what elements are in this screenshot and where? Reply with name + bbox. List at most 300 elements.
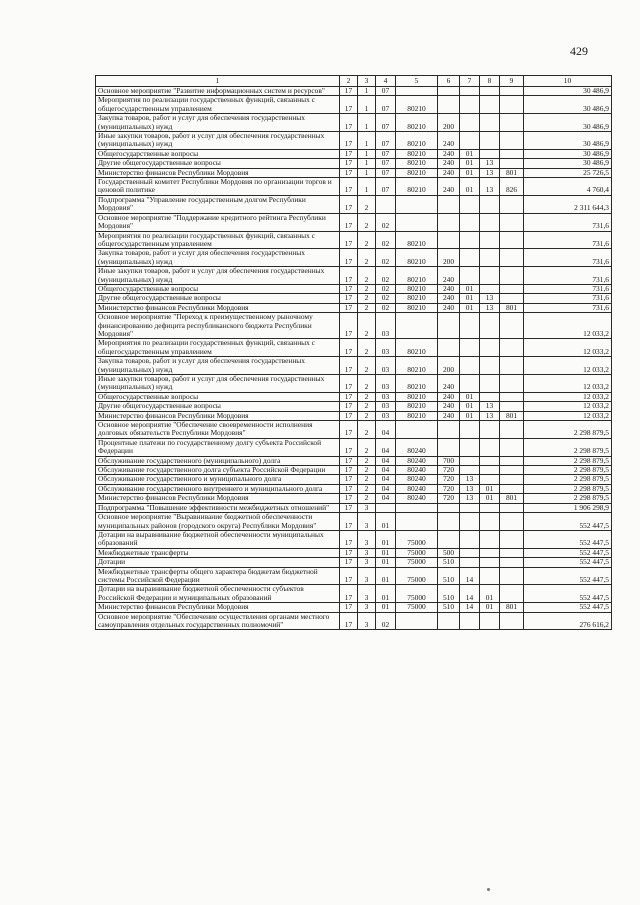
- row-code-c7: [460, 114, 480, 132]
- row-code-c5: 80210: [396, 178, 438, 196]
- row-name: Межбюджетные трансферты общего характера бюджетам бюджетной системы Российской Федерации: [96, 567, 340, 585]
- row-code-c9: [500, 195, 524, 213]
- row-code-c7: [460, 375, 480, 393]
- row-code-c7: [460, 195, 480, 213]
- row-code-c6: 240: [438, 294, 460, 303]
- row-code-c3: 2: [358, 402, 376, 411]
- row-code-c8: [480, 375, 500, 393]
- row-code-c9: [500, 249, 524, 267]
- row-code-c5: 80210: [396, 392, 438, 401]
- row-code-c7: 01: [460, 178, 480, 196]
- row-code-c4: 02: [376, 284, 396, 293]
- row-code-c9: [500, 357, 524, 375]
- table-row: [96, 466, 612, 475]
- row-code-c2: 17: [340, 195, 358, 213]
- row-code-c7: 13: [460, 475, 480, 484]
- row-code-c2: 17: [340, 466, 358, 475]
- row-code-c8: 01: [480, 494, 500, 503]
- row-code-c2: 17: [340, 303, 358, 312]
- row-name: Обслуживание государственного и муниципального долга: [96, 475, 340, 484]
- row-name: Обслуживание государственного (муниципального) долга: [96, 456, 340, 465]
- row-code-c6: 500: [438, 548, 460, 557]
- row-code-c3: 2: [358, 438, 376, 456]
- row-code-c5: 80210: [396, 411, 438, 420]
- row-code-c4: 07: [376, 87, 396, 96]
- row-name: Закупка товаров, работ и услуг для обеспечения государственных (муниципальных) нужд: [96, 357, 340, 375]
- row-code-c3: 3: [358, 612, 376, 630]
- row-code-c6: [438, 87, 460, 96]
- row-code-c7: 01: [460, 303, 480, 312]
- row-code-c4: 02: [376, 612, 396, 630]
- row-amount: 1 906 298,9: [524, 503, 612, 512]
- table-row: [96, 195, 612, 213]
- row-code-c8: [480, 567, 500, 585]
- row-amount: 2 298 879,5: [524, 438, 612, 456]
- row-code-c4: 07: [376, 159, 396, 168]
- row-code-c5: 80210: [396, 339, 438, 357]
- row-code-c3: 3: [358, 603, 376, 612]
- row-code-c7: 01: [460, 149, 480, 158]
- row-code-c5: [396, 503, 438, 512]
- row-code-c9: [500, 96, 524, 114]
- column-header-4: 4: [376, 76, 396, 87]
- row-code-c9: [500, 548, 524, 557]
- row-code-c2: 17: [340, 421, 358, 439]
- row-code-c7: [460, 513, 480, 531]
- row-code-c9: [500, 339, 524, 357]
- row-code-c4: 01: [376, 603, 396, 612]
- row-code-c5: [396, 513, 438, 531]
- row-code-c3: 1: [358, 114, 376, 132]
- row-code-c7: [460, 558, 480, 567]
- row-code-c3: 2: [358, 267, 376, 285]
- row-name: Основное мероприятие "Переход к преимущественному рыночному финансированию дефицита республиканского бюджета Республики Мордовия": [96, 313, 340, 339]
- row-code-c2: 17: [340, 503, 358, 512]
- row-code-c4: 01: [376, 567, 396, 585]
- row-code-c2: 17: [340, 484, 358, 493]
- column-header-9: 9: [500, 76, 524, 87]
- row-code-c4: 04: [376, 494, 396, 503]
- row-code-c8: 13: [480, 303, 500, 312]
- row-code-c7: 13: [460, 484, 480, 493]
- row-amount: 4 760,4: [524, 178, 612, 196]
- row-code-c7: [460, 267, 480, 285]
- row-code-c2: 17: [340, 558, 358, 567]
- table-row: [96, 558, 612, 567]
- row-code-c8: [480, 392, 500, 401]
- row-code-c6: 240: [438, 392, 460, 401]
- row-code-c9: [500, 438, 524, 456]
- row-code-c8: 13: [480, 294, 500, 303]
- row-code-c5: 80240: [396, 466, 438, 475]
- row-code-c6: [438, 339, 460, 357]
- row-name: Общегосударственные вопросы: [96, 284, 340, 293]
- row-code-c6: 700: [438, 456, 460, 465]
- row-code-c7: [460, 612, 480, 630]
- row-code-c6: 240: [438, 303, 460, 312]
- row-code-c6: [438, 195, 460, 213]
- row-code-c4: 01: [376, 530, 396, 548]
- row-code-c2: 17: [340, 178, 358, 196]
- row-amount: 552 447,5: [524, 513, 612, 531]
- row-amount: 731,6: [524, 267, 612, 285]
- row-code-c9: [500, 612, 524, 630]
- row-code-c8: [480, 114, 500, 132]
- row-code-c4: 07: [376, 178, 396, 196]
- row-amount: 12 033,2: [524, 339, 612, 357]
- row-code-c3: 2: [358, 231, 376, 249]
- row-code-c6: [438, 438, 460, 456]
- row-code-c8: [480, 339, 500, 357]
- table-row: [96, 168, 612, 177]
- table-row: [96, 284, 612, 293]
- row-code-c4: 07: [376, 96, 396, 114]
- row-code-c8: [480, 558, 500, 567]
- table-row: [96, 402, 612, 411]
- table-row: [96, 411, 612, 420]
- header-row: [96, 76, 612, 87]
- table-row: [96, 213, 612, 231]
- row-code-c6: 240: [438, 402, 460, 411]
- row-code-c4: 04: [376, 456, 396, 465]
- row-code-c9: [500, 313, 524, 339]
- row-code-c6: [438, 96, 460, 114]
- row-code-c3: 2: [358, 494, 376, 503]
- row-code-c7: 14: [460, 585, 480, 603]
- row-code-c5: 80210: [396, 375, 438, 393]
- row-code-c2: 17: [340, 159, 358, 168]
- row-code-c3: 2: [358, 284, 376, 293]
- row-name: Закупка товаров, работ и услуг для обеспечения государственных (муниципальных) нужд: [96, 249, 340, 267]
- row-code-c7: 13: [460, 494, 480, 503]
- row-code-c9: [500, 375, 524, 393]
- row-code-c6: 240: [438, 168, 460, 177]
- table-row: [96, 548, 612, 557]
- row-code-c7: 01: [460, 284, 480, 293]
- row-code-c8: [480, 87, 500, 96]
- row-code-c6: 200: [438, 114, 460, 132]
- table-row: [96, 603, 612, 612]
- row-code-c9: [500, 421, 524, 439]
- row-code-c3: 2: [358, 392, 376, 401]
- row-code-c9: [500, 114, 524, 132]
- row-code-c6: [438, 612, 460, 630]
- row-code-c2: 17: [340, 392, 358, 401]
- row-code-c9: [500, 392, 524, 401]
- row-code-c6: [438, 421, 460, 439]
- row-code-c4: 03: [376, 339, 396, 357]
- row-code-c6: 240: [438, 132, 460, 150]
- row-code-c3: 1: [358, 178, 376, 196]
- row-amount: 12 033,2: [524, 375, 612, 393]
- row-amount: 276 616,2: [524, 612, 612, 630]
- row-code-c8: 13: [480, 402, 500, 411]
- row-code-c2: 17: [340, 612, 358, 630]
- row-name: Основное мероприятие "Выравнивание бюджетной обеспеченности муниципальных районов (городского округа) Республики Мордовия": [96, 513, 340, 531]
- row-code-c6: 720: [438, 466, 460, 475]
- row-code-c8: [480, 284, 500, 293]
- row-code-c9: [500, 159, 524, 168]
- row-code-c3: 2: [358, 357, 376, 375]
- row-code-c6: 510: [438, 585, 460, 603]
- row-code-c4: 02: [376, 249, 396, 267]
- row-code-c2: 17: [340, 294, 358, 303]
- row-amount: 552 447,5: [524, 585, 612, 603]
- row-code-c9: [500, 530, 524, 548]
- table-row: [96, 513, 612, 531]
- row-code-c2: 17: [340, 456, 358, 465]
- row-code-c9: 801: [500, 168, 524, 177]
- row-amount: 30 486,9: [524, 149, 612, 158]
- table-body: [96, 87, 612, 630]
- page-number: 429: [570, 44, 588, 58]
- table-row: [96, 96, 612, 114]
- row-code-c3: 2: [358, 213, 376, 231]
- table-row: [96, 494, 612, 503]
- row-code-c2: 17: [340, 339, 358, 357]
- row-code-c3: 2: [358, 303, 376, 312]
- row-code-c3: 3: [358, 548, 376, 557]
- row-amount: 25 726,5: [524, 168, 612, 177]
- row-code-c8: [480, 267, 500, 285]
- row-code-c2: 17: [340, 284, 358, 293]
- row-code-c4: 02: [376, 213, 396, 231]
- row-code-c7: 01: [460, 168, 480, 177]
- row-amount: 552 447,5: [524, 548, 612, 557]
- row-code-c8: [480, 132, 500, 150]
- row-code-c6: 200: [438, 249, 460, 267]
- row-code-c7: 01: [460, 411, 480, 420]
- row-code-c8: 13: [480, 178, 500, 196]
- row-amount: 12 033,2: [524, 313, 612, 339]
- row-code-c3: 1: [358, 159, 376, 168]
- scan-mark: [487, 888, 490, 891]
- row-code-c5: 75000: [396, 603, 438, 612]
- row-code-c8: [480, 466, 500, 475]
- row-code-c3: 2: [358, 484, 376, 493]
- row-amount: 2 298 879,5: [524, 484, 612, 493]
- table-header: [96, 76, 612, 87]
- row-code-c3: 2: [358, 294, 376, 303]
- table-row: [96, 503, 612, 512]
- row-code-c3: 2: [358, 313, 376, 339]
- table-row: [96, 149, 612, 158]
- row-code-c3: 3: [358, 567, 376, 585]
- row-code-c5: [396, 421, 438, 439]
- row-name: Иные закупки товаров, работ и услуг для обеспечения государственных (муниципальных) нужд: [96, 132, 340, 150]
- row-code-c2: 17: [340, 231, 358, 249]
- row-name: Мероприятия по реализации государственных функций, связанных с общегосударственным управлением: [96, 231, 340, 249]
- row-code-c7: [460, 313, 480, 339]
- table-row: [96, 484, 612, 493]
- row-amount: 731,6: [524, 284, 612, 293]
- row-code-c3: 1: [358, 168, 376, 177]
- table-row: [96, 567, 612, 585]
- table-row: [96, 475, 612, 484]
- row-code-c3: 2: [358, 456, 376, 465]
- row-amount: 2 298 879,5: [524, 475, 612, 484]
- row-name: Иные закупки товаров, работ и услуг для обеспечения государственных (муниципальных) нужд: [96, 375, 340, 393]
- row-code-c4: 07: [376, 149, 396, 158]
- row-code-c4: 04: [376, 484, 396, 493]
- row-code-c8: [480, 438, 500, 456]
- row-code-c5: 80210: [396, 96, 438, 114]
- row-code-c4: 04: [376, 438, 396, 456]
- row-code-c3: 3: [358, 503, 376, 512]
- row-code-c8: [480, 548, 500, 557]
- row-code-c2: 17: [340, 132, 358, 150]
- row-code-c7: 01: [460, 294, 480, 303]
- row-code-c7: 01: [460, 392, 480, 401]
- row-code-c5: 80210: [396, 132, 438, 150]
- row-code-c6: [438, 503, 460, 512]
- table-row: [96, 421, 612, 439]
- row-code-c4: 03: [376, 411, 396, 420]
- row-code-c5: 75000: [396, 585, 438, 603]
- row-name: Процентные платежи по государственному долгу субъекта Российской Федерации: [96, 438, 340, 456]
- row-code-c4: 04: [376, 466, 396, 475]
- row-name: Основное мероприятие "Обеспечение своевременности исполнения долговых обязательств Республики Мордовия": [96, 421, 340, 439]
- row-amount: 552 447,5: [524, 558, 612, 567]
- budget-table: [95, 75, 612, 630]
- row-code-c4: 01: [376, 585, 396, 603]
- row-code-c2: 17: [340, 438, 358, 456]
- row-name: Общегосударственные вопросы: [96, 149, 340, 158]
- row-code-c8: 01: [480, 603, 500, 612]
- row-code-c8: [480, 513, 500, 531]
- row-code-c5: 80210: [396, 357, 438, 375]
- row-code-c2: 17: [340, 114, 358, 132]
- row-code-c9: [500, 475, 524, 484]
- row-code-c4: 03: [376, 357, 396, 375]
- row-code-c7: [460, 87, 480, 96]
- column-header-3: 3: [358, 76, 376, 87]
- row-code-c6: [438, 213, 460, 231]
- row-name: Дотации на выравнивание бюджетной обеспеченности муниципальных образований: [96, 530, 340, 548]
- row-name: Общегосударственные вопросы: [96, 392, 340, 401]
- row-amount: 731,6: [524, 249, 612, 267]
- row-code-c8: [480, 503, 500, 512]
- row-code-c2: 17: [340, 402, 358, 411]
- row-code-c6: [438, 231, 460, 249]
- row-code-c5: 80240: [396, 438, 438, 456]
- row-code-c9: [500, 267, 524, 285]
- row-name: Другие общегосударственные вопросы: [96, 294, 340, 303]
- row-name: Другие общегосударственные вопросы: [96, 159, 340, 168]
- row-code-c8: 01: [480, 484, 500, 493]
- column-header-2: 2: [340, 76, 358, 87]
- row-code-c4: 01: [376, 558, 396, 567]
- row-code-c4: 04: [376, 475, 396, 484]
- row-code-c6: [438, 530, 460, 548]
- row-code-c4: [376, 195, 396, 213]
- row-code-c8: 13: [480, 168, 500, 177]
- row-amount: 30 486,9: [524, 114, 612, 132]
- table-row: [96, 132, 612, 150]
- row-code-c5: 80210: [396, 114, 438, 132]
- row-code-c2: 17: [340, 249, 358, 267]
- row-code-c8: [480, 213, 500, 231]
- row-amount: 30 486,9: [524, 87, 612, 96]
- row-code-c9: [500, 294, 524, 303]
- column-header-6: 6: [438, 76, 460, 87]
- row-code-c9: [500, 503, 524, 512]
- row-code-c7: [460, 456, 480, 465]
- row-code-c3: 3: [358, 530, 376, 548]
- row-code-c2: 17: [340, 168, 358, 177]
- row-code-c7: [460, 339, 480, 357]
- row-name: Обслуживание государственного внутреннего и муниципального долга: [96, 484, 340, 493]
- row-code-c7: [460, 421, 480, 439]
- row-code-c6: [438, 313, 460, 339]
- table-row: [96, 87, 612, 96]
- row-code-c8: [480, 96, 500, 114]
- table-row: [96, 612, 612, 630]
- row-code-c8: [480, 313, 500, 339]
- row-name: Министерство финансов Республики Мордовия: [96, 603, 340, 612]
- row-code-c6: 720: [438, 484, 460, 493]
- row-code-c9: [500, 558, 524, 567]
- row-code-c8: [480, 357, 500, 375]
- table-row: [96, 585, 612, 603]
- row-code-c7: [460, 96, 480, 114]
- row-code-c6: 200: [438, 357, 460, 375]
- row-amount: 30 486,9: [524, 132, 612, 150]
- row-amount: 731,6: [524, 213, 612, 231]
- row-code-c6: 720: [438, 475, 460, 484]
- row-code-c3: 2: [358, 375, 376, 393]
- row-code-c5: 75000: [396, 548, 438, 557]
- row-code-c5: [396, 313, 438, 339]
- row-code-c4: 04: [376, 421, 396, 439]
- row-code-c7: [460, 213, 480, 231]
- row-code-c8: [480, 612, 500, 630]
- column-header-5: 5: [396, 76, 438, 87]
- row-code-c2: 17: [340, 494, 358, 503]
- row-code-c2: 17: [340, 475, 358, 484]
- row-code-c9: 801: [500, 603, 524, 612]
- row-code-c5: 80210: [396, 168, 438, 177]
- row-code-c3: 1: [358, 132, 376, 150]
- row-name: Основное мероприятие "Обеспечение осуществления органами местного самоуправления отдельных государственных полномочий": [96, 612, 340, 630]
- row-code-c7: [460, 357, 480, 375]
- table-row: [96, 178, 612, 196]
- row-code-c2: 17: [340, 585, 358, 603]
- row-code-c9: [500, 585, 524, 603]
- row-code-c3: 2: [358, 195, 376, 213]
- row-code-c9: 801: [500, 494, 524, 503]
- row-code-c5: 75000: [396, 558, 438, 567]
- column-header-8: 8: [480, 76, 500, 87]
- row-name: Подпрограмма "Управление государственным долгом Республики Мордовия": [96, 195, 340, 213]
- row-code-c6: 720: [438, 494, 460, 503]
- row-amount: 2 311 644,3: [524, 195, 612, 213]
- row-code-c4: 02: [376, 294, 396, 303]
- row-code-c3: 1: [358, 96, 376, 114]
- row-amount: 731,6: [524, 294, 612, 303]
- row-code-c7: 01: [460, 159, 480, 168]
- row-code-c4: 07: [376, 168, 396, 177]
- row-code-c7: [460, 548, 480, 557]
- table-row: [96, 313, 612, 339]
- row-amount: 2 298 879,5: [524, 494, 612, 503]
- row-code-c6: 510: [438, 603, 460, 612]
- row-code-c2: 17: [340, 96, 358, 114]
- row-code-c8: [480, 456, 500, 465]
- row-name: Министерство финансов Республики Мордовия: [96, 303, 340, 312]
- row-name: Межбюджетные трансферты: [96, 548, 340, 557]
- row-code-c2: 17: [340, 357, 358, 375]
